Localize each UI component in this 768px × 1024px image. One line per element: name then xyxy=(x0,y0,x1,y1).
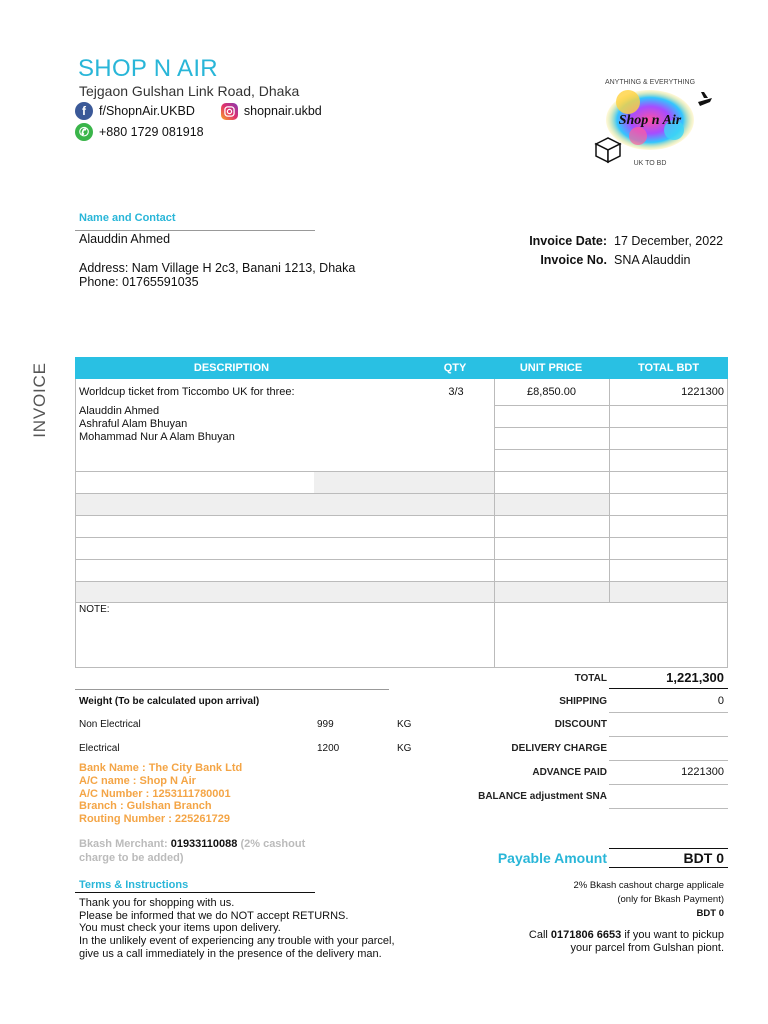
item-name-3: Mohammad Nur A Alam Bhuyan xyxy=(79,431,235,443)
social-row-2 xyxy=(75,123,204,141)
grid-line xyxy=(609,784,728,785)
total-underline xyxy=(609,688,728,689)
advance-label: ADVANCE PAID xyxy=(532,767,607,778)
shop-phone: +880 1729 081918 xyxy=(99,125,204,139)
grid-line xyxy=(609,379,610,603)
instagram-handle: shopnair.ukbd xyxy=(243,104,322,118)
item-total: 1221300 xyxy=(681,386,724,398)
shipping-label: SHIPPING xyxy=(559,696,607,707)
header-qty: QTY xyxy=(443,362,467,374)
customer-address: Address: Nam Village H 2c3, Banani 1213, Dhaka xyxy=(79,261,356,275)
grid-line xyxy=(609,736,728,737)
bank-name: Bank Name : The City Bank Ltd xyxy=(79,762,243,774)
logo-top-text: ANYTHING & EVERYTHING xyxy=(604,79,696,86)
grid-line xyxy=(494,379,495,668)
bkash-label: Bkash Merchant: xyxy=(79,838,168,850)
grid-line xyxy=(494,449,728,450)
grid-line xyxy=(494,405,728,406)
divider xyxy=(75,892,315,893)
divider xyxy=(75,689,389,690)
weight-value-2: 1200 xyxy=(317,743,340,754)
grid-line xyxy=(75,515,728,516)
facebook-handle: f/ShopnAir.UKBD xyxy=(99,104,195,118)
terms-line: Thank you for shopping with us. xyxy=(79,897,235,909)
invoice-date-label: Invoice Date: xyxy=(529,234,607,248)
bank-ac-name: A/C name : Shop N Air xyxy=(79,774,196,787)
payable-label: Payable Amount xyxy=(497,850,607,866)
item-name-2: Ashraful Alam Bhuyan xyxy=(79,418,188,430)
invoice-side-title: INVOICE xyxy=(30,362,49,438)
whatsapp-icon: ✆ xyxy=(75,123,93,141)
grid-line xyxy=(75,537,728,538)
weight-unit-2: KG xyxy=(397,743,412,754)
call-prefix: Call xyxy=(528,929,548,941)
terms-line: give us a call immediately in the presence of the delivery man. xyxy=(79,947,382,960)
weight-unit-1: KG xyxy=(397,719,412,730)
customer-name: Alauddin Ahmed xyxy=(79,232,171,246)
row-shade xyxy=(76,581,727,602)
total-value: 1,221,300 xyxy=(666,670,724,685)
discount-label: DISCOUNT xyxy=(554,719,607,730)
invoice-no-value: SNA Alauddin xyxy=(614,253,691,267)
bank-details xyxy=(79,762,242,826)
logo-name: Shop n Air xyxy=(618,113,682,128)
invoice-side-title-box xyxy=(20,360,60,440)
terms-line: In the unlikely event of experiencing any trouble with your parcel, xyxy=(79,935,395,948)
row-shade xyxy=(76,493,609,515)
advance-value: 1221300 xyxy=(681,766,724,778)
balance-label: BALANCE adjustment SNA xyxy=(478,791,607,802)
terms-line: Please be informed that we do NOT accept RETURNS. xyxy=(79,909,349,922)
total-label: TOTAL xyxy=(574,673,607,684)
grid-line xyxy=(609,760,728,761)
grid-line xyxy=(609,712,728,713)
grid-line xyxy=(75,602,728,603)
grid-line xyxy=(75,471,728,472)
shop-logo xyxy=(588,72,720,168)
bank-branch: Branch : Gulshan Branch xyxy=(79,800,212,813)
item-qty: 3/3 xyxy=(448,386,464,398)
grid-line xyxy=(75,581,728,582)
delivery-label: DELIVERY CHARGE xyxy=(511,743,607,754)
item-name-1: Alauddin Ahmed xyxy=(79,405,160,417)
note-label: NOTE: xyxy=(79,604,110,615)
payable-value: BDT 0 xyxy=(683,850,724,866)
shop-address: Tejgaon Gulshan Link Road, Dhaka xyxy=(79,83,300,99)
terms-text xyxy=(79,897,395,961)
grid-line xyxy=(75,493,728,494)
table-header xyxy=(75,357,728,379)
header-unit-price: UNIT PRICE xyxy=(519,362,583,374)
bkash-line-1 xyxy=(79,838,305,850)
divider xyxy=(75,230,315,231)
weight-value-1: 999 xyxy=(317,719,334,730)
bkash-note-1: (2% cashout xyxy=(240,838,306,850)
grid-line xyxy=(609,808,728,809)
shop-name: SHOP N AIR xyxy=(78,55,218,82)
name-contact-label: Name and Contact xyxy=(79,212,176,224)
bkash-number: 01933110088 xyxy=(170,838,238,850)
call-line-2: your parcel from Gulshan piont. xyxy=(570,942,724,954)
bank-routing: Routing Number : 225261729 xyxy=(79,813,230,826)
instagram-icon xyxy=(221,103,238,120)
pickup-note xyxy=(470,929,724,955)
bank-ac-number: A/C Number : 1253111780001 xyxy=(79,787,231,800)
shipping-value: 0 xyxy=(717,695,724,707)
weight-title: Weight (To be calculated upon arrival) xyxy=(79,696,260,707)
invoice-date-value: 17 December, 2022 xyxy=(614,234,724,248)
bkash-charge-bdt: BDT 0 xyxy=(696,908,724,919)
customer-phone: Phone: 01765591035 xyxy=(79,275,199,289)
weight-label-2: Electrical xyxy=(79,743,120,754)
terms-line: You must check your items upon delivery. xyxy=(79,922,281,935)
call-number: 0171806 6653 xyxy=(550,929,622,941)
row-shade xyxy=(314,471,494,493)
bkash-charge-note xyxy=(490,879,724,921)
facebook-icon: f xyxy=(75,102,93,120)
terms-label: Terms & Instructions xyxy=(79,879,189,891)
grid-line xyxy=(494,427,728,428)
header-total: TOTAL BDT xyxy=(637,362,700,374)
grid-line xyxy=(75,559,728,560)
bkash-note-2: charge to be added) xyxy=(79,852,184,864)
item-description: Worldcup ticket from Ticcombo UK for three: xyxy=(79,386,295,398)
bkash-charge-line-2: (only for Bkash Payment) xyxy=(617,894,724,905)
payable-underline xyxy=(609,867,728,868)
social-row-1 xyxy=(75,102,322,120)
weight-label-1: Non Electrical xyxy=(79,719,141,730)
logo-bottom-text: UK TO BD xyxy=(633,160,667,167)
bkash-charge-line-1: 2% Bkash cashout charge applicale xyxy=(573,880,724,891)
invoice-no-label: Invoice No. xyxy=(540,253,607,267)
call-suffix: if you want to pickup xyxy=(624,929,724,941)
item-unit-price: £8,850.00 xyxy=(527,386,576,398)
header-description: DESCRIPTION xyxy=(193,362,270,374)
payable-topline xyxy=(609,848,728,849)
